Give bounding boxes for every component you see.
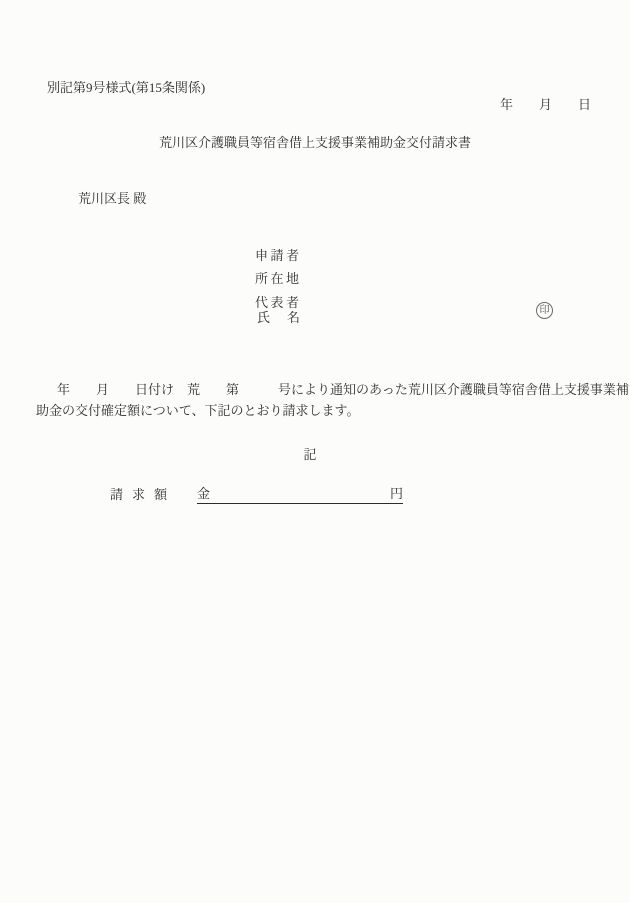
document-title: 荒川区介護職員等宿舎借上支援事業補助金交付請求書 [158, 135, 471, 150]
currency-suffix: 円 [389, 486, 403, 501]
seal-mark [536, 302, 553, 319]
applicant-label: 申請者 [255, 248, 302, 263]
claim-amount-field [197, 487, 403, 504]
body-text-line2: 助金の交付確定額について、下記のとおり請求します。 [36, 403, 360, 418]
representative-name-label: 氏名 [257, 310, 318, 325]
addressee: 荒川区長 殿 [78, 191, 147, 206]
date-line: 年 月 日 [500, 97, 592, 112]
record-marker: 記 [303, 447, 317, 462]
body-text-line1: 年 月 日付け 荒 第 号により通知のあった荒川区介護職員等宿舎借上支援事業補 [57, 382, 629, 397]
form-number: 別記第9号様式(第15条関係) [47, 80, 206, 95]
representative-label: 代表者 [255, 295, 302, 310]
claim-amount-label: 請求額 [110, 487, 177, 502]
seal-character: 印 [539, 304, 550, 316]
currency-prefix: 金 [197, 486, 211, 501]
applicant-address-label: 所在地 [255, 271, 302, 286]
